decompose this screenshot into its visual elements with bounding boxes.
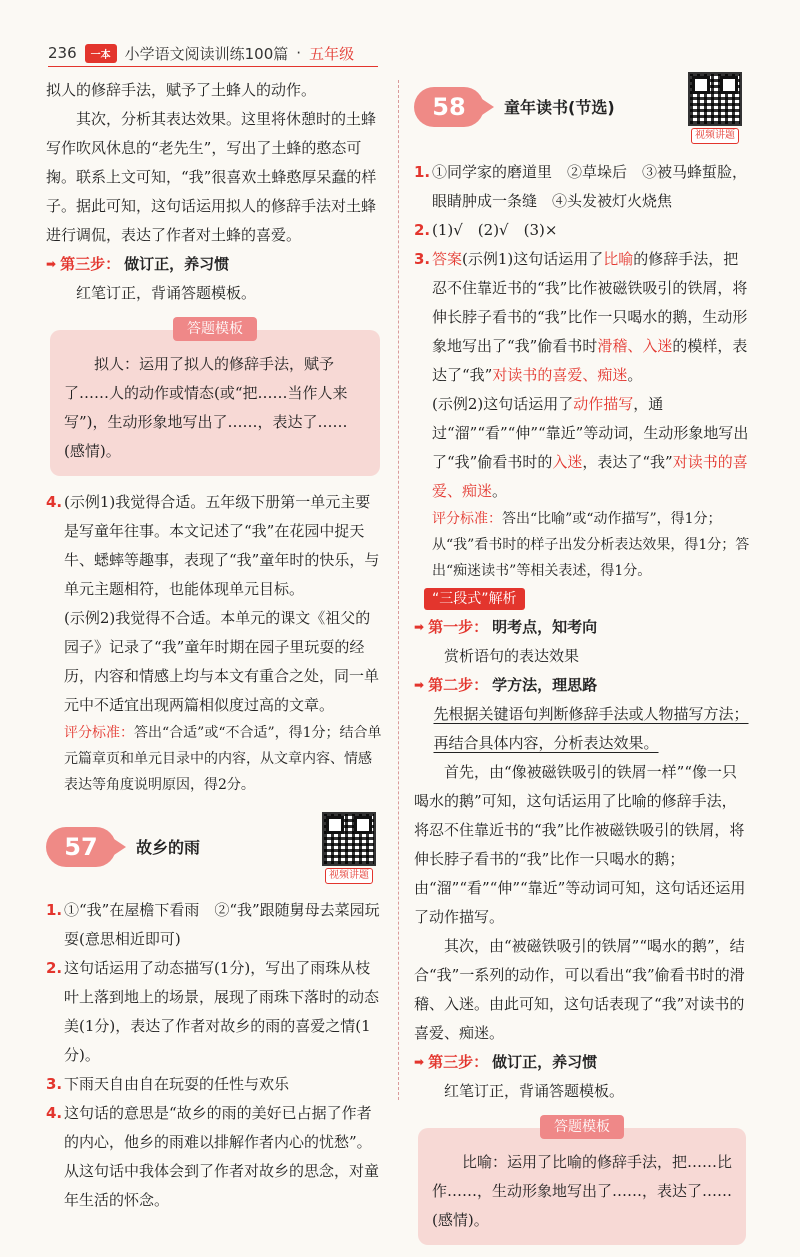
qr-code-icon[interactable] [688,72,742,126]
qr-caption: 视频讲题 [325,868,373,884]
keyword: 比喻 [603,250,634,268]
question-number: 3. [414,250,431,268]
analysis-paragraph-1: 首先，由“像被磁铁吸引的铁屑一样”“像一只喝水的鹅”可知，这句话运用了比喻的修辞手法，将忍不住靠近书的“我”比作被磁铁吸引的铁屑，将伸长脖子看书的“我”比作一只喝水的鹅；由“溜”“看”“伸”“靠近”等动词可知，这句话还运用了动作描写。 [414,763,746,926]
qr-caption: 视频讲题 [691,128,739,144]
column-divider [398,80,399,1100]
lesson-58-title: 童年读书(节选) [504,97,615,117]
template-title: 答题模板 [540,1115,624,1139]
question-number: 3. [46,1075,63,1093]
lesson-57-answers [46,896,384,1215]
title-separator: · [296,44,302,62]
step-arrow-icon: ➡ [414,678,425,692]
scoring-label: 评分标准： [432,511,502,527]
l57-question [46,1099,384,1215]
text-segment: (示例1)这句话运用了 [462,250,604,268]
effect-paragraph: 其次，分析其表达效果。这里将休憩时的土蜂写作吹风休息的“老先生”，写出了土蜂的憨态可掬。联系上文可知，“我”很喜欢土蜂憨厚呆蠢的样子。据此可知，这句话运用拟人的修辞手法对土蜂进行调侃，表达了作者对土蜂的喜爱。 [46,110,377,244]
keyword: 对读书的喜爱、痴迷 [492,366,628,384]
answer-example-2 [432,390,750,506]
scoring-text: 答出“比喻”或“动作描写”，得1分；从“我”看书时的样子出发分析表达效果，得1分；答出“痴迷读书”等相关表述，得1分。 [432,511,750,579]
lesson-58-badge: 58 [414,87,484,127]
book-title: 小学语文阅读训练100篇 [124,44,289,63]
step1-text: 明考点，知考向 [492,618,598,636]
text-segment: 。 [492,482,508,500]
step3-heading [414,1048,750,1077]
answer-text: ①同学家的磨道里 ②草垛后 ③被马蜂蜇脸，眼睛肿成一条缝 ④头发被灯火烧焦 [432,163,748,210]
answer-text: 这句话的意思是“故乡的雨的美好已占据了作者的内心，他乡的雨难以排解作者内心的忧愁”。从这句话中我体会到了作者对故乡的思念，对童年生活的怀念。 [64,1104,380,1209]
step3-detail: 红笔订正，背诵答题模板。 [76,284,257,302]
question-number: 4. [46,1104,63,1122]
question-number: 1. [46,901,63,919]
keyword: 动作描写 [573,395,634,413]
page-number: 236 [48,44,77,62]
text-segment: 。 [627,366,643,384]
l57-question [46,896,384,954]
lesson-58-answers [414,158,750,584]
step1-heading [414,613,750,642]
text-segment: 的修辞手法，把忍不住靠近书的“我”比作被磁铁吸引的铁屑，将伸长脖子看书的“我”比作一只喝水的鹅，生动形象地写出了“我”偷看书时 [432,250,748,355]
question-number: 2. [414,221,431,239]
text-segment: (示例2)这句话运用了 [432,395,574,413]
step3-label: 第三步： [60,255,121,273]
step3-label: 第三步： [428,1053,489,1071]
step1-detail: 赏析语句的表达效果 [444,647,580,665]
question-4 [46,488,384,798]
lesson-57-title: 故乡的雨 [136,837,201,857]
scoring-note [432,506,750,584]
scoring-text: 答出“合适”或“不合适”，得1分；结合单元篇章页和单元目录中的内容，从文章内容、情感表达等角度说明原因，得2分。 [64,725,382,793]
left-column [46,76,384,1215]
template-text: 拟人：运用了拟人的修辞手法，赋予了……人的动作或情态(或“把……当作人来写”)，生动形象地写出了……，表达了……(感情)。 [64,355,348,460]
l58-question-3 [414,245,750,584]
lesson-57-header [46,816,384,881]
l58-question-2 [414,216,750,245]
qr-code-icon[interactable] [322,812,376,866]
answer-template-box [418,1119,746,1245]
answer-template-box [50,321,380,476]
answer-text: 下雨天自由自在玩耍的任性与欢乐 [64,1075,290,1093]
three-step-title: “三段式”解析 [424,588,525,610]
answer-example-1 [432,245,750,390]
scoring-note [64,720,384,798]
question-number: 4. [46,493,63,511]
text-segment: ，表达了“我” [582,453,673,471]
intro-line: 拟人的修辞手法，赋予了土蜂人的动作。 [46,81,317,99]
page-header [48,40,354,66]
step2-heading [414,671,750,700]
text-segment: 的模样，表达了“我” [432,337,748,384]
step2-label: 第二步： [428,676,489,694]
keyword: 对读书的喜爱、痴迷 [432,453,748,500]
lesson-58-qr[interactable] [686,72,744,144]
template-title: 答题模板 [173,317,257,341]
answer-label: 答案 [432,250,463,268]
header-rule [48,66,378,67]
answer-text: 这句话运用了动态描写(1分)，写出了雨珠从枝叶上落到地上的场景，展现了雨珠下落时的动态美(1分)，表达了作者对故乡的雨的喜爱之情(1分)。 [64,959,380,1064]
step3-heading [46,250,384,279]
question-4-example1: (示例1)我觉得合适。五年级下册第一单元主要是写童年往事。本文记述了“我”在花园中捉天牛、蟋蟀等趣事，表现了“我”童年时的快乐，与单元主题相符，也能体现单元目标。 [64,493,380,598]
step3-detail: 红笔订正，背诵答题模板。 [444,1082,625,1100]
keyword: 滑稽、入迷 [597,337,673,355]
template-text: 比喻：运用了比喻的修辞手法，把……比作……，生动形象地写出了……，表达了……(感情)。 [432,1153,733,1229]
step2-detail: 先根据关键语句判断修辞手法或人物描写方法；再结合具体内容，分析表达效果。 [433,705,749,752]
step-arrow-icon: ➡ [414,620,425,634]
answer-text: ①“我”在屋檐下看雨 ②“我”跟随舅母去菜园玩耍(意思相近即可) [64,901,380,948]
question-number: 2. [46,959,63,977]
step-arrow-icon: ➡ [46,257,57,271]
lesson-57-qr[interactable] [320,812,378,884]
scoring-label: 评分标准： [64,725,134,741]
grade-label: 五年级 [309,44,355,63]
keyword: 入迷 [552,453,583,471]
l57-question [46,1070,384,1099]
step-arrow-icon: ➡ [414,1055,425,1069]
step2-text: 学方法，理思路 [492,676,598,694]
text-segment: ，通过“溜”“看”“伸”“靠近”等动词，生动形象地写出了“我”偷看书时的 [432,395,749,471]
step3-text: 做订正，养习惯 [492,1053,598,1071]
brand-logo: 一本 [85,44,117,63]
lesson-57-badge: 57 [46,827,116,867]
l57-question [46,954,384,1070]
answer-text: (1)√ (2)√ (3)× [432,221,558,239]
step3-text: 做订正，养习惯 [124,255,230,273]
lesson-58-header [414,76,750,141]
question-number: 1. [414,163,431,181]
analysis-paragraph-2: 其次，由“被磁铁吸引的铁屑”“喝水的鹅”，结合“我”一系列的动作，可以看出“我”偷看书时的滑稽、入迷。由此可知，这句话表现了“我”对读书的喜爱、痴迷。 [414,937,745,1042]
step1-label: 第一步： [428,618,489,636]
question-4-example2: (示例2)我觉得不合适。本单元的课文《祖父的园子》记录了“我”童年时期在园子里玩耍的经历，内容和情感上均与本文有重合之处，同一单元中不适宜出现两篇相似度过高的文章。 [64,609,380,714]
l58-question-1 [414,158,750,216]
right-column [414,76,750,1257]
